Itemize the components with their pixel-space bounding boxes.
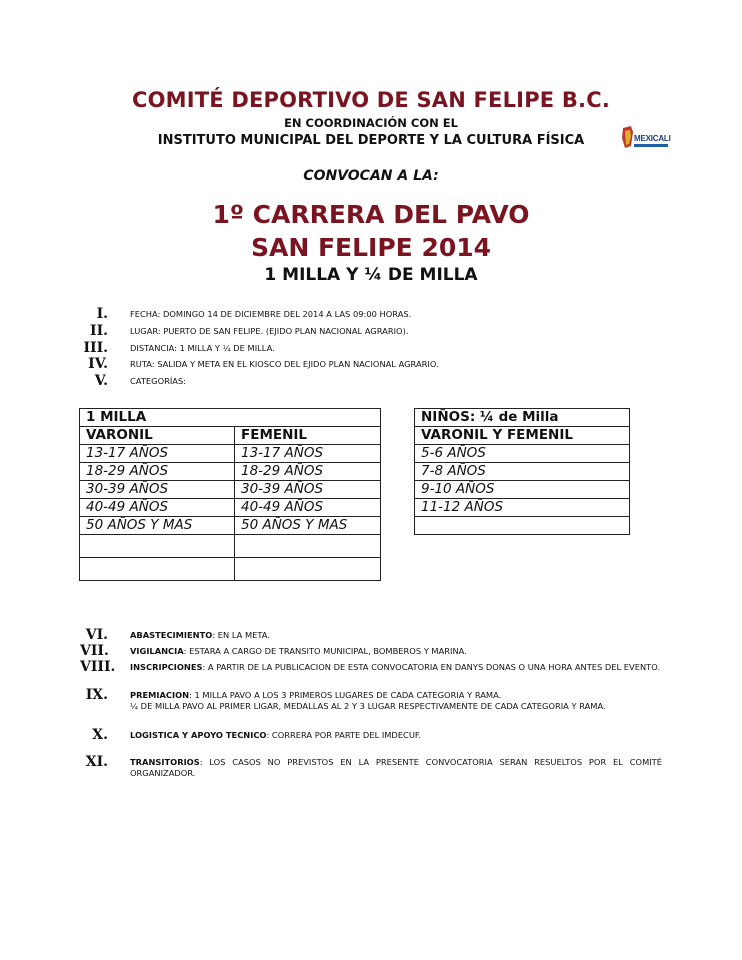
organizer-title: COMITÉ DEPORTIVO DE SAN FELIPE B.C. [131, 88, 611, 112]
item-number: I. [96, 306, 108, 322]
table-title: 1 MILLA [80, 409, 381, 427]
item-number: X. [92, 727, 108, 743]
coordination-line: EN COORDINACIÓN CON EL [284, 116, 458, 130]
item-transitorios [80, 754, 680, 780]
cell-femenil: 30-39 AÑOS [235, 481, 381, 499]
cell-femenil: 18-29 AÑOS [235, 463, 381, 481]
table-row [80, 517, 381, 535]
cell-category: 9-10 AÑOS [415, 481, 630, 499]
item-number: V. [94, 373, 108, 389]
item-label: INSCRIPCIONES [130, 662, 203, 672]
event-distance: 1 MILLA Y ¼ DE MILLA [264, 265, 478, 285]
cell-femenil: 13-17 AÑOS [235, 445, 381, 463]
item-text [130, 662, 662, 673]
item-label: TRANSITORIOS [130, 757, 200, 767]
table-row [80, 481, 381, 499]
item-body: : LOS CASOS NO PREVISTOS EN LA PRESENTE CONVOCATORIA SERAN RESUELTOS POR EL COMITÉ ORGANIZADOR. [130, 757, 662, 778]
cell-femenil: 40-49 AÑOS [235, 499, 381, 517]
item-body: : 1 MILLA PAVO A LOS 3 PRIMEROS LUGARES DE CADA CATEGORIA Y RAMA. [189, 690, 502, 700]
event-title-line2: SAN FELIPE 2014 [250, 233, 492, 262]
item-number: VII. [80, 643, 109, 659]
item-text [130, 730, 662, 741]
cell-category: 5-6 AÑOS [415, 445, 630, 463]
cell-varonil: 40-49 AÑOS [80, 499, 235, 517]
column-header-varonil: VARONIL [80, 427, 235, 445]
item-distancia [80, 340, 680, 356]
table-row [80, 445, 381, 463]
mexicali-logo [621, 124, 675, 150]
empty-cell [235, 558, 381, 581]
item-number: II. [90, 323, 108, 339]
item-label: PREMIACION [130, 690, 190, 700]
empty-cell [80, 535, 235, 558]
item-text [130, 630, 662, 641]
item-premiacion [80, 687, 680, 725]
table-title: NIÑOS: ¼ de Milla [415, 409, 630, 427]
item-number: XI. [85, 754, 108, 770]
table-row-empty [80, 558, 381, 581]
cell-varonil: 18-29 AÑOS [80, 463, 235, 481]
table-row [415, 499, 630, 517]
item-number: III. [83, 340, 108, 356]
item-text: DISTANCIA: 1 MILLA Y ¼ DE MILLA. [130, 343, 275, 353]
column-header-varonil-femenil: VARONIL Y FEMENIL [415, 427, 630, 445]
item-fecha [80, 306, 680, 322]
empty-cell [235, 535, 381, 558]
item-body: : A PARTIR DE LA PUBLICACION DE ESTA CONVOCATORIA EN DANYS DONAS O UNA HORA ANTES DEL EVENTO. [202, 662, 661, 672]
institute-name: INSTITUTO MUNICIPAL DEL DEPORTE Y LA CULTURA FÍSICA [157, 133, 585, 148]
column-header-femenil: FEMENIL [235, 427, 381, 445]
table-row [415, 445, 630, 463]
table-row [415, 463, 630, 481]
item-number: VI. [85, 627, 108, 643]
table-row [80, 463, 381, 481]
item-categorias [80, 373, 680, 389]
item-text: RUTA: SALIDA Y META EN EL KIOSCO DEL EJIDO PLAN NACIONAL AGRARIO. [130, 359, 439, 369]
item-inscripciones [80, 659, 680, 685]
cell-varonil: 50 AÑOS Y MAS [80, 517, 235, 535]
item-body: : EN LA META. [212, 630, 270, 640]
item-label: ABASTECIMIENTO [130, 630, 213, 640]
table-ninos [414, 408, 630, 535]
cell-femenil: 50 AÑOS Y MAS [235, 517, 381, 535]
item-number: VIII. [80, 659, 116, 675]
item-vigilancia [80, 643, 680, 659]
cell-category: 11-12 AÑOS [415, 499, 630, 517]
item-number: IX. [85, 687, 108, 703]
item-text: CATEGORÍAS: [130, 376, 187, 386]
item-logistica [80, 727, 680, 743]
table-row-empty [80, 535, 381, 558]
cell-varonil: 30-39 AÑOS [80, 481, 235, 499]
item-abastecimiento [80, 627, 680, 643]
table-row [415, 481, 630, 499]
item-body-line2: ¼ DE MILLA PAVO AL PRIMER LIGAR, MEDALLAS AL 2 Y 3 LUGAR RESPECTIVAMENTE DE CADA CATEGORIA Y RAMA. [130, 701, 606, 711]
table-row [80, 499, 381, 517]
event-title-line1: 1º CARRERA DEL PAVO [212, 200, 530, 229]
item-text: FECHA: DOMINGO 14 DE DICIEMBRE DEL 2014 A LAS 09:00 HORAS. [130, 309, 412, 319]
convocan-heading: CONVOCAN A LA: [303, 168, 439, 184]
item-text [130, 646, 662, 657]
cell-varonil: 13-17 AÑOS [80, 445, 235, 463]
table-una-milla [79, 408, 381, 581]
logo-text: MEXICALI [634, 134, 671, 143]
item-lugar [80, 323, 680, 339]
item-ruta [80, 356, 680, 372]
item-label: VIGILANCIA [130, 646, 184, 656]
cell-category: 7-8 AÑOS [415, 463, 630, 481]
item-label: LOGISTICA Y APOYO TECNICO [130, 730, 267, 740]
item-body: : ESTARA A CARGO DE TRANSITO MUNICIPAL, BOMBEROS Y MARINA. [183, 646, 467, 656]
item-number: IV. [88, 356, 108, 372]
empty-cell [80, 558, 235, 581]
item-body: : CORRERA POR PARTE DEL IMDECUF. [266, 730, 422, 740]
item-text [130, 757, 662, 779]
item-text [130, 690, 662, 712]
item-text: LUGAR: PUERTO DE SAN FELIPE. (EJIDO PLAN NACIONAL AGRARIO). [130, 326, 409, 336]
table-row-empty [415, 517, 630, 535]
empty-cell [415, 517, 630, 535]
